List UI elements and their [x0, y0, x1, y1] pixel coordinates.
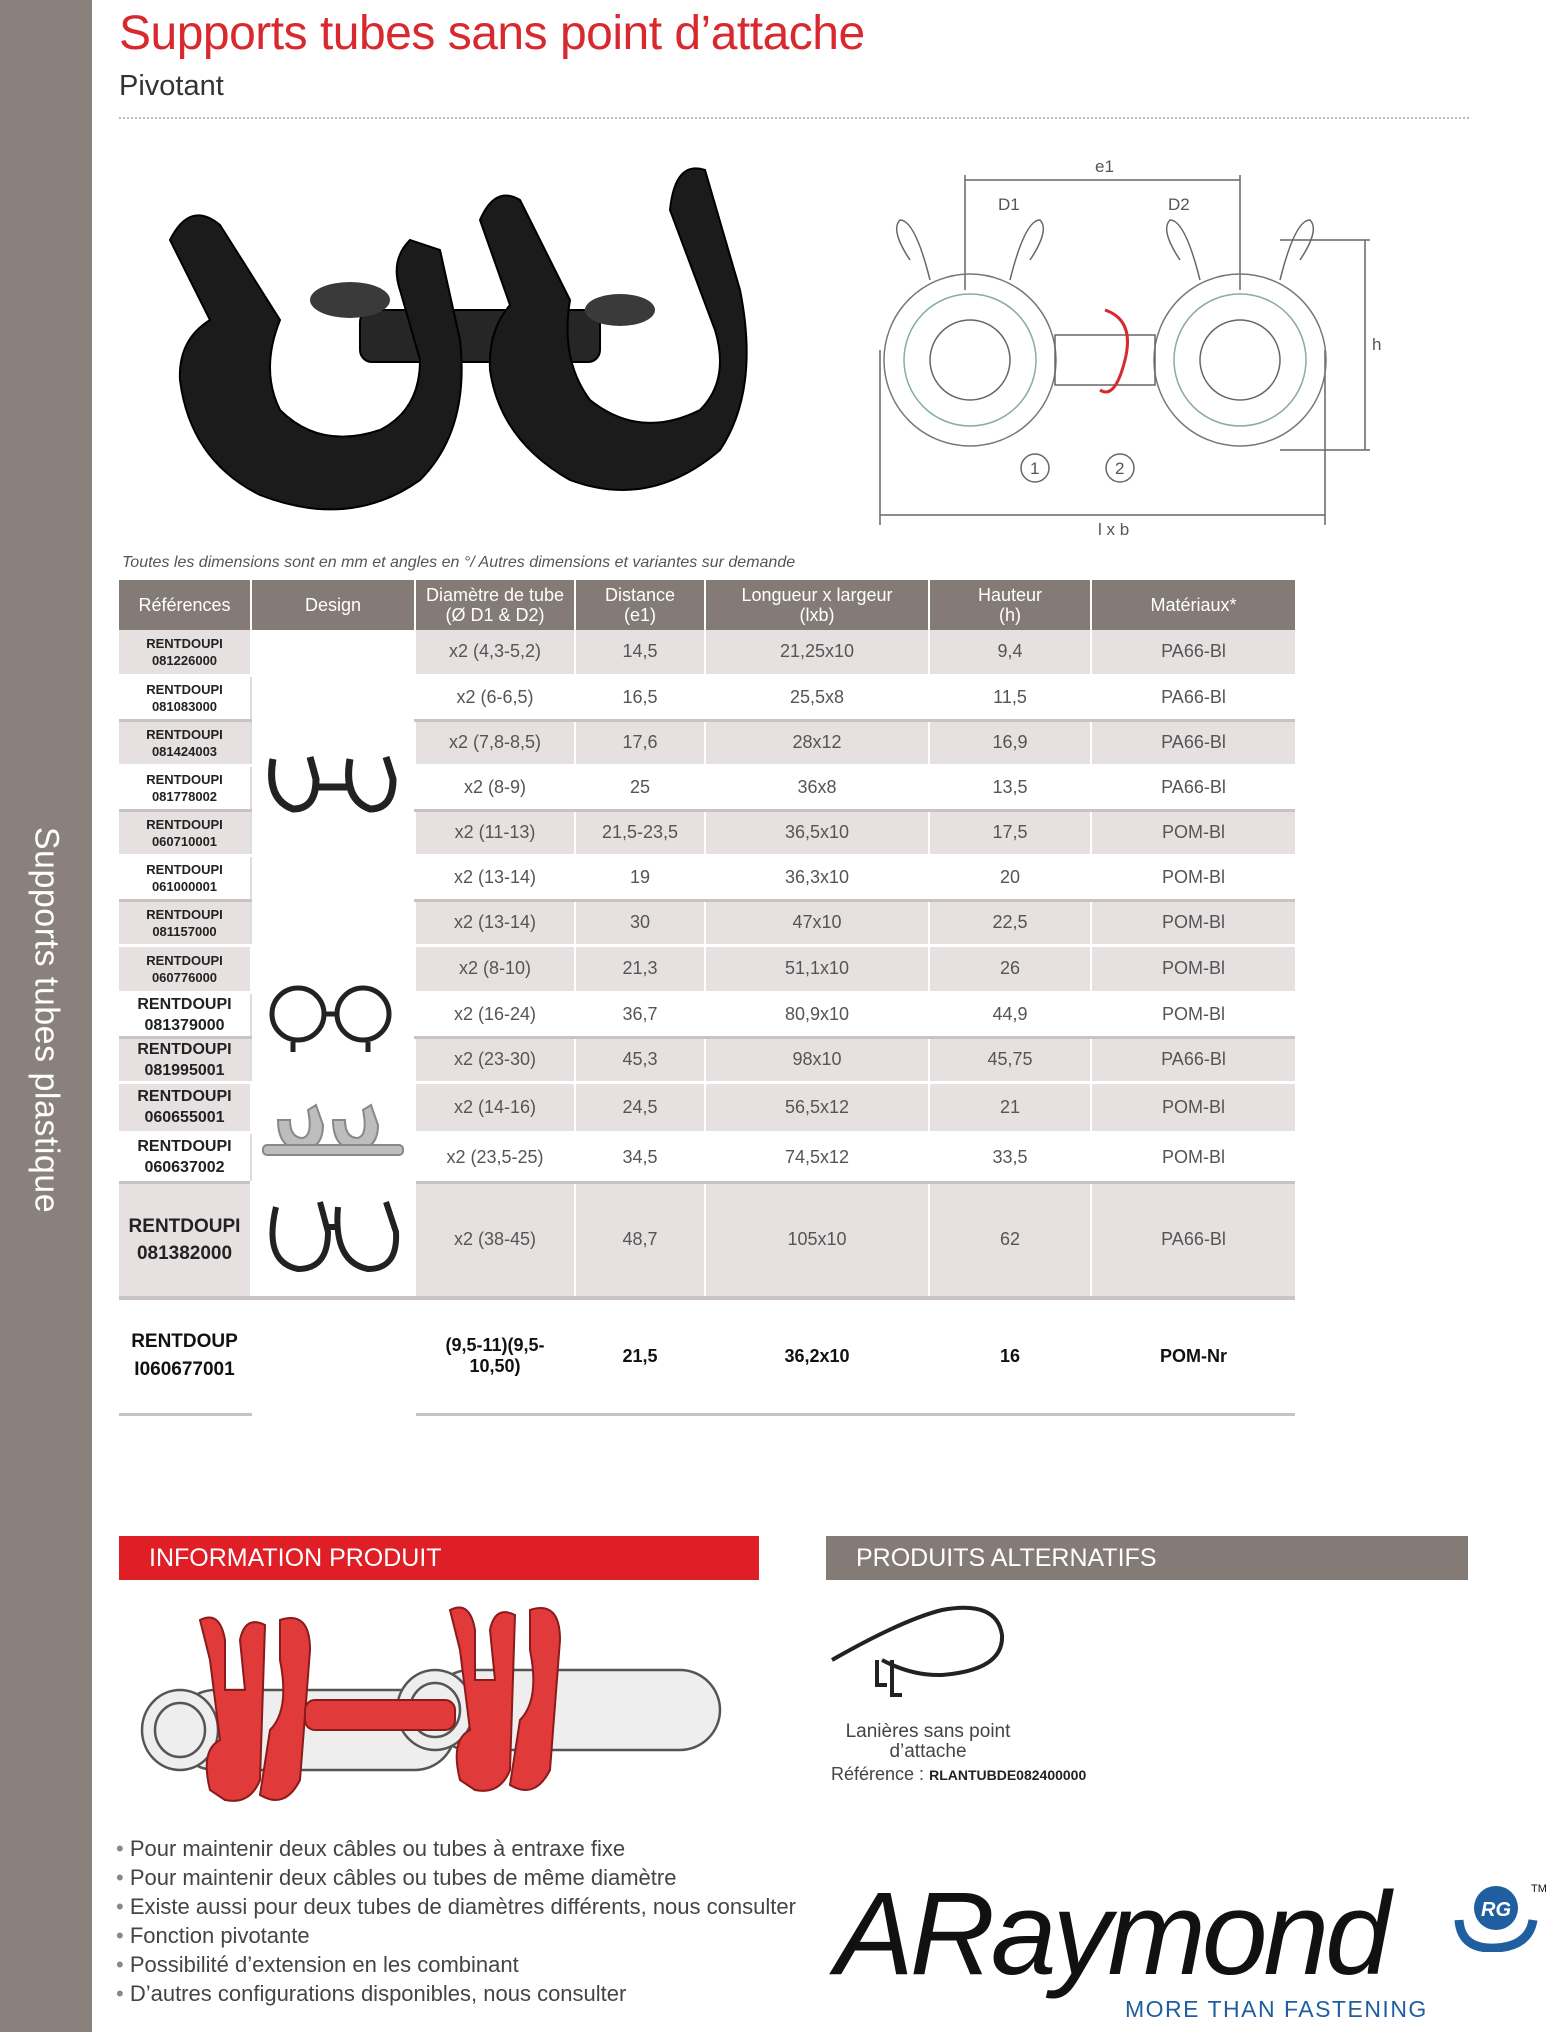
technical-drawing — [870, 150, 1390, 540]
callout-1: 1 — [1030, 459, 1040, 478]
design-cell — [251, 1182, 415, 1298]
alternative-product-illustration — [822, 1600, 1012, 1710]
alternative-reference: Référence : RLANTUBDE082400000 — [831, 1764, 1087, 1784]
distance-cell: 21,5-23,5 — [575, 810, 705, 855]
distance-cell: 21,5 — [575, 1298, 705, 1414]
ref-cell: RENTDOUPI 081379000 — [119, 992, 251, 1037]
alternatives-section-header: PRODUITS ALTERNATIFS — [826, 1536, 1468, 1580]
material-cell: POM-Bl — [1091, 1082, 1295, 1132]
ref-cell: RENTDOUPI 081424003 — [119, 720, 251, 765]
diameter-cell: x2 (8-10) — [415, 945, 575, 992]
distance-cell: 30 — [575, 900, 705, 945]
height-cell: 62 — [929, 1182, 1091, 1298]
material-cell: PA66-Bl — [1091, 720, 1295, 765]
page-title: Supports tubes sans point d’attache — [119, 7, 865, 60]
callout-2: 2 — [1115, 459, 1125, 478]
size-cell: 74,5x12 — [705, 1132, 929, 1182]
height-cell: 20 — [929, 855, 1091, 900]
table-row — [119, 1082, 1295, 1132]
material-cell: POM-Bl — [1091, 810, 1295, 855]
label-e1: e1 — [1095, 157, 1114, 176]
design-cell — [251, 1082, 415, 1182]
brand-tagline: MORE THAN FASTENING — [1125, 1996, 1428, 2022]
label-d2: D2 — [1168, 195, 1190, 214]
distance-cell: 34,5 — [575, 1132, 705, 1182]
label-d1: D1 — [998, 195, 1020, 214]
clip-design-1-icon — [258, 739, 408, 829]
clip-design-4-icon — [258, 1187, 408, 1287]
label-lxb: l x b — [1098, 520, 1130, 539]
size-cell: 25,5x8 — [705, 675, 929, 720]
brand-seal-icon — [1451, 1880, 1547, 1952]
dimension-note: Toutes les dimensions sont en mm et angles en °/ Autres dimensions et variantes sur demande — [122, 554, 796, 571]
height-cell: 11,5 — [929, 675, 1091, 720]
info-section-header: INFORMATION PRODUIT — [119, 1536, 759, 1580]
height-cell: 33,5 — [929, 1132, 1091, 1182]
distance-cell: 45,3 — [575, 1037, 705, 1082]
divider — [119, 117, 1469, 119]
col-header-design: Design — [251, 580, 415, 630]
size-cell: 98x10 — [705, 1037, 929, 1082]
material-cell: POM-Bl — [1091, 1132, 1295, 1182]
design-cell — [251, 630, 415, 945]
product-photo — [150, 140, 770, 520]
ref-cell: RENTDOUPI 060776000 — [119, 945, 251, 992]
sidebar-label: Supports tubes plastique — [27, 826, 66, 1214]
ref-cell: RENTDOUPI 061000001 — [119, 855, 251, 900]
height-cell: 45,75 — [929, 1037, 1091, 1082]
table-row — [119, 1298, 1295, 1414]
distance-cell: 48,7 — [575, 1182, 705, 1298]
table-row — [119, 630, 1295, 675]
material-cell: PA66-Bl — [1091, 1182, 1295, 1298]
distance-cell: 14,5 — [575, 630, 705, 675]
distance-cell: 36,7 — [575, 992, 705, 1037]
material-cell: POM-Bl — [1091, 992, 1295, 1037]
col-header-distance: Distance (e1) — [575, 580, 705, 630]
size-cell: 36,5x10 — [705, 810, 929, 855]
material-cell: PA66-Bl — [1091, 630, 1295, 675]
list-item: • D’autres configurations disponibles, nous consulter — [116, 1979, 796, 2008]
material-cell: POM-Nr — [1091, 1298, 1295, 1414]
diameter-cell: x2 (14-16) — [415, 1082, 575, 1132]
diameter-cell: x2 (38-45) — [415, 1182, 575, 1298]
diameter-cell: x2 (13-14) — [415, 855, 575, 900]
height-cell: 22,5 — [929, 900, 1091, 945]
distance-cell: 25 — [575, 765, 705, 810]
height-cell: 9,4 — [929, 630, 1091, 675]
list-item: • Pour maintenir deux câbles ou tubes à entraxe fixe — [116, 1834, 796, 1863]
design-cell — [251, 1298, 415, 1414]
table-row — [119, 1182, 1295, 1298]
material-cell: PA66-Bl — [1091, 675, 1295, 720]
size-cell: 36,3x10 — [705, 855, 929, 900]
svg-text:RG: RG — [1481, 1899, 1511, 1921]
brand-logo: ARaymond — [835, 1868, 1387, 2000]
diameter-cell: x2 (23-30) — [415, 1037, 575, 1082]
size-cell: 105x10 — [705, 1182, 929, 1298]
height-cell: 44,9 — [929, 992, 1091, 1037]
col-header-height: Hauteur (h) — [929, 580, 1091, 630]
diameter-cell: x2 (8-9) — [415, 765, 575, 810]
ref-cell: RENTDOUPI 081778002 — [119, 765, 251, 810]
table-header-row — [119, 580, 1295, 630]
diameter-cell: (9,5-11)(9,5-10,50) — [415, 1298, 575, 1414]
distance-cell: 24,5 — [575, 1082, 705, 1132]
ref-cell: RENTDOUPI 081226000 — [119, 630, 251, 675]
ref-cell: RENTDOUPI 060637002 — [119, 1132, 251, 1182]
diameter-cell: x2 (13-14) — [415, 900, 575, 945]
height-cell: 26 — [929, 945, 1091, 992]
size-cell: 56,5x12 — [705, 1082, 929, 1132]
product-usage-illustration — [130, 1600, 760, 1820]
diameter-cell: x2 (4,3-5,2) — [415, 630, 575, 675]
material-cell: POM-Bl — [1091, 900, 1295, 945]
height-cell: 13,5 — [929, 765, 1091, 810]
col-header-diameter: Diamètre de tube (Ø D1 & D2) — [415, 580, 575, 630]
height-cell: 17,5 — [929, 810, 1091, 855]
distance-cell: 16,5 — [575, 675, 705, 720]
ref-cell: RENTDOUPI 060655001 — [119, 1082, 251, 1132]
size-cell: 36,2x10 — [705, 1298, 929, 1414]
table-row — [119, 945, 1295, 992]
list-item: • Pour maintenir deux câbles ou tubes de même diamètre — [116, 1863, 796, 1892]
label-h: h — [1372, 335, 1382, 354]
size-cell: 47x10 — [705, 900, 929, 945]
size-cell: 36x8 — [705, 765, 929, 810]
col-header-ref: Références — [119, 580, 251, 630]
ref-cell: RENTDOUP I060677001 — [119, 1298, 251, 1414]
size-cell: 51,1x10 — [705, 945, 929, 992]
diameter-cell: x2 (16-24) — [415, 992, 575, 1037]
size-cell: 28x12 — [705, 720, 929, 765]
height-cell: 16,9 — [929, 720, 1091, 765]
svg-text:TM: TM — [1531, 1883, 1547, 1895]
ref-cell: RENTDOUPI 081083000 — [119, 675, 251, 720]
design-cell — [251, 945, 415, 1082]
height-cell: 16 — [929, 1298, 1091, 1414]
material-cell: PA66-Bl — [1091, 765, 1295, 810]
ref-cell: RENTDOUPI 081157000 — [119, 900, 251, 945]
sidebar — [0, 0, 92, 2032]
col-header-size: Longueur x largeur (lxb) — [705, 580, 929, 630]
ref-cell: RENTDOUPI 081382000 — [119, 1182, 251, 1298]
height-cell: 21 — [929, 1082, 1091, 1132]
list-item: • Fonction pivotante — [116, 1921, 796, 1950]
clip-design-2-icon — [258, 966, 408, 1056]
material-cell: POM-Bl — [1091, 945, 1295, 992]
size-cell: 21,25x10 — [705, 630, 929, 675]
col-header-material: Matériaux* — [1091, 580, 1295, 630]
diameter-cell: x2 (11-13) — [415, 810, 575, 855]
info-bullet-list — [116, 1834, 796, 2008]
list-item: • Existe aussi pour deux tubes de diamètres différents, nous consulter — [116, 1892, 796, 1921]
ref-cell: RENTDOUPI 081995001 — [119, 1037, 251, 1082]
diameter-cell: x2 (23,5-25) — [415, 1132, 575, 1182]
ref-cell: RENTDOUPI 060710001 — [119, 810, 251, 855]
distance-cell: 21,3 — [575, 945, 705, 992]
diameter-cell: x2 (6-6,5) — [415, 675, 575, 720]
material-cell: PA66-Bl — [1091, 1037, 1295, 1082]
list-item: • Possibilité d’extension en les combinant — [116, 1950, 796, 1979]
distance-cell: 17,6 — [575, 720, 705, 765]
spec-table — [119, 580, 1295, 1416]
clip-design-3-icon — [258, 1090, 408, 1170]
page-subtitle: Pivotant — [119, 70, 224, 102]
diameter-cell: x2 (7,8-8,5) — [415, 720, 575, 765]
size-cell: 80,9x10 — [705, 992, 929, 1037]
alternative-name: Lanières sans point d’attache — [845, 1721, 1011, 1762]
material-cell: POM-Bl — [1091, 855, 1295, 900]
distance-cell: 19 — [575, 855, 705, 900]
